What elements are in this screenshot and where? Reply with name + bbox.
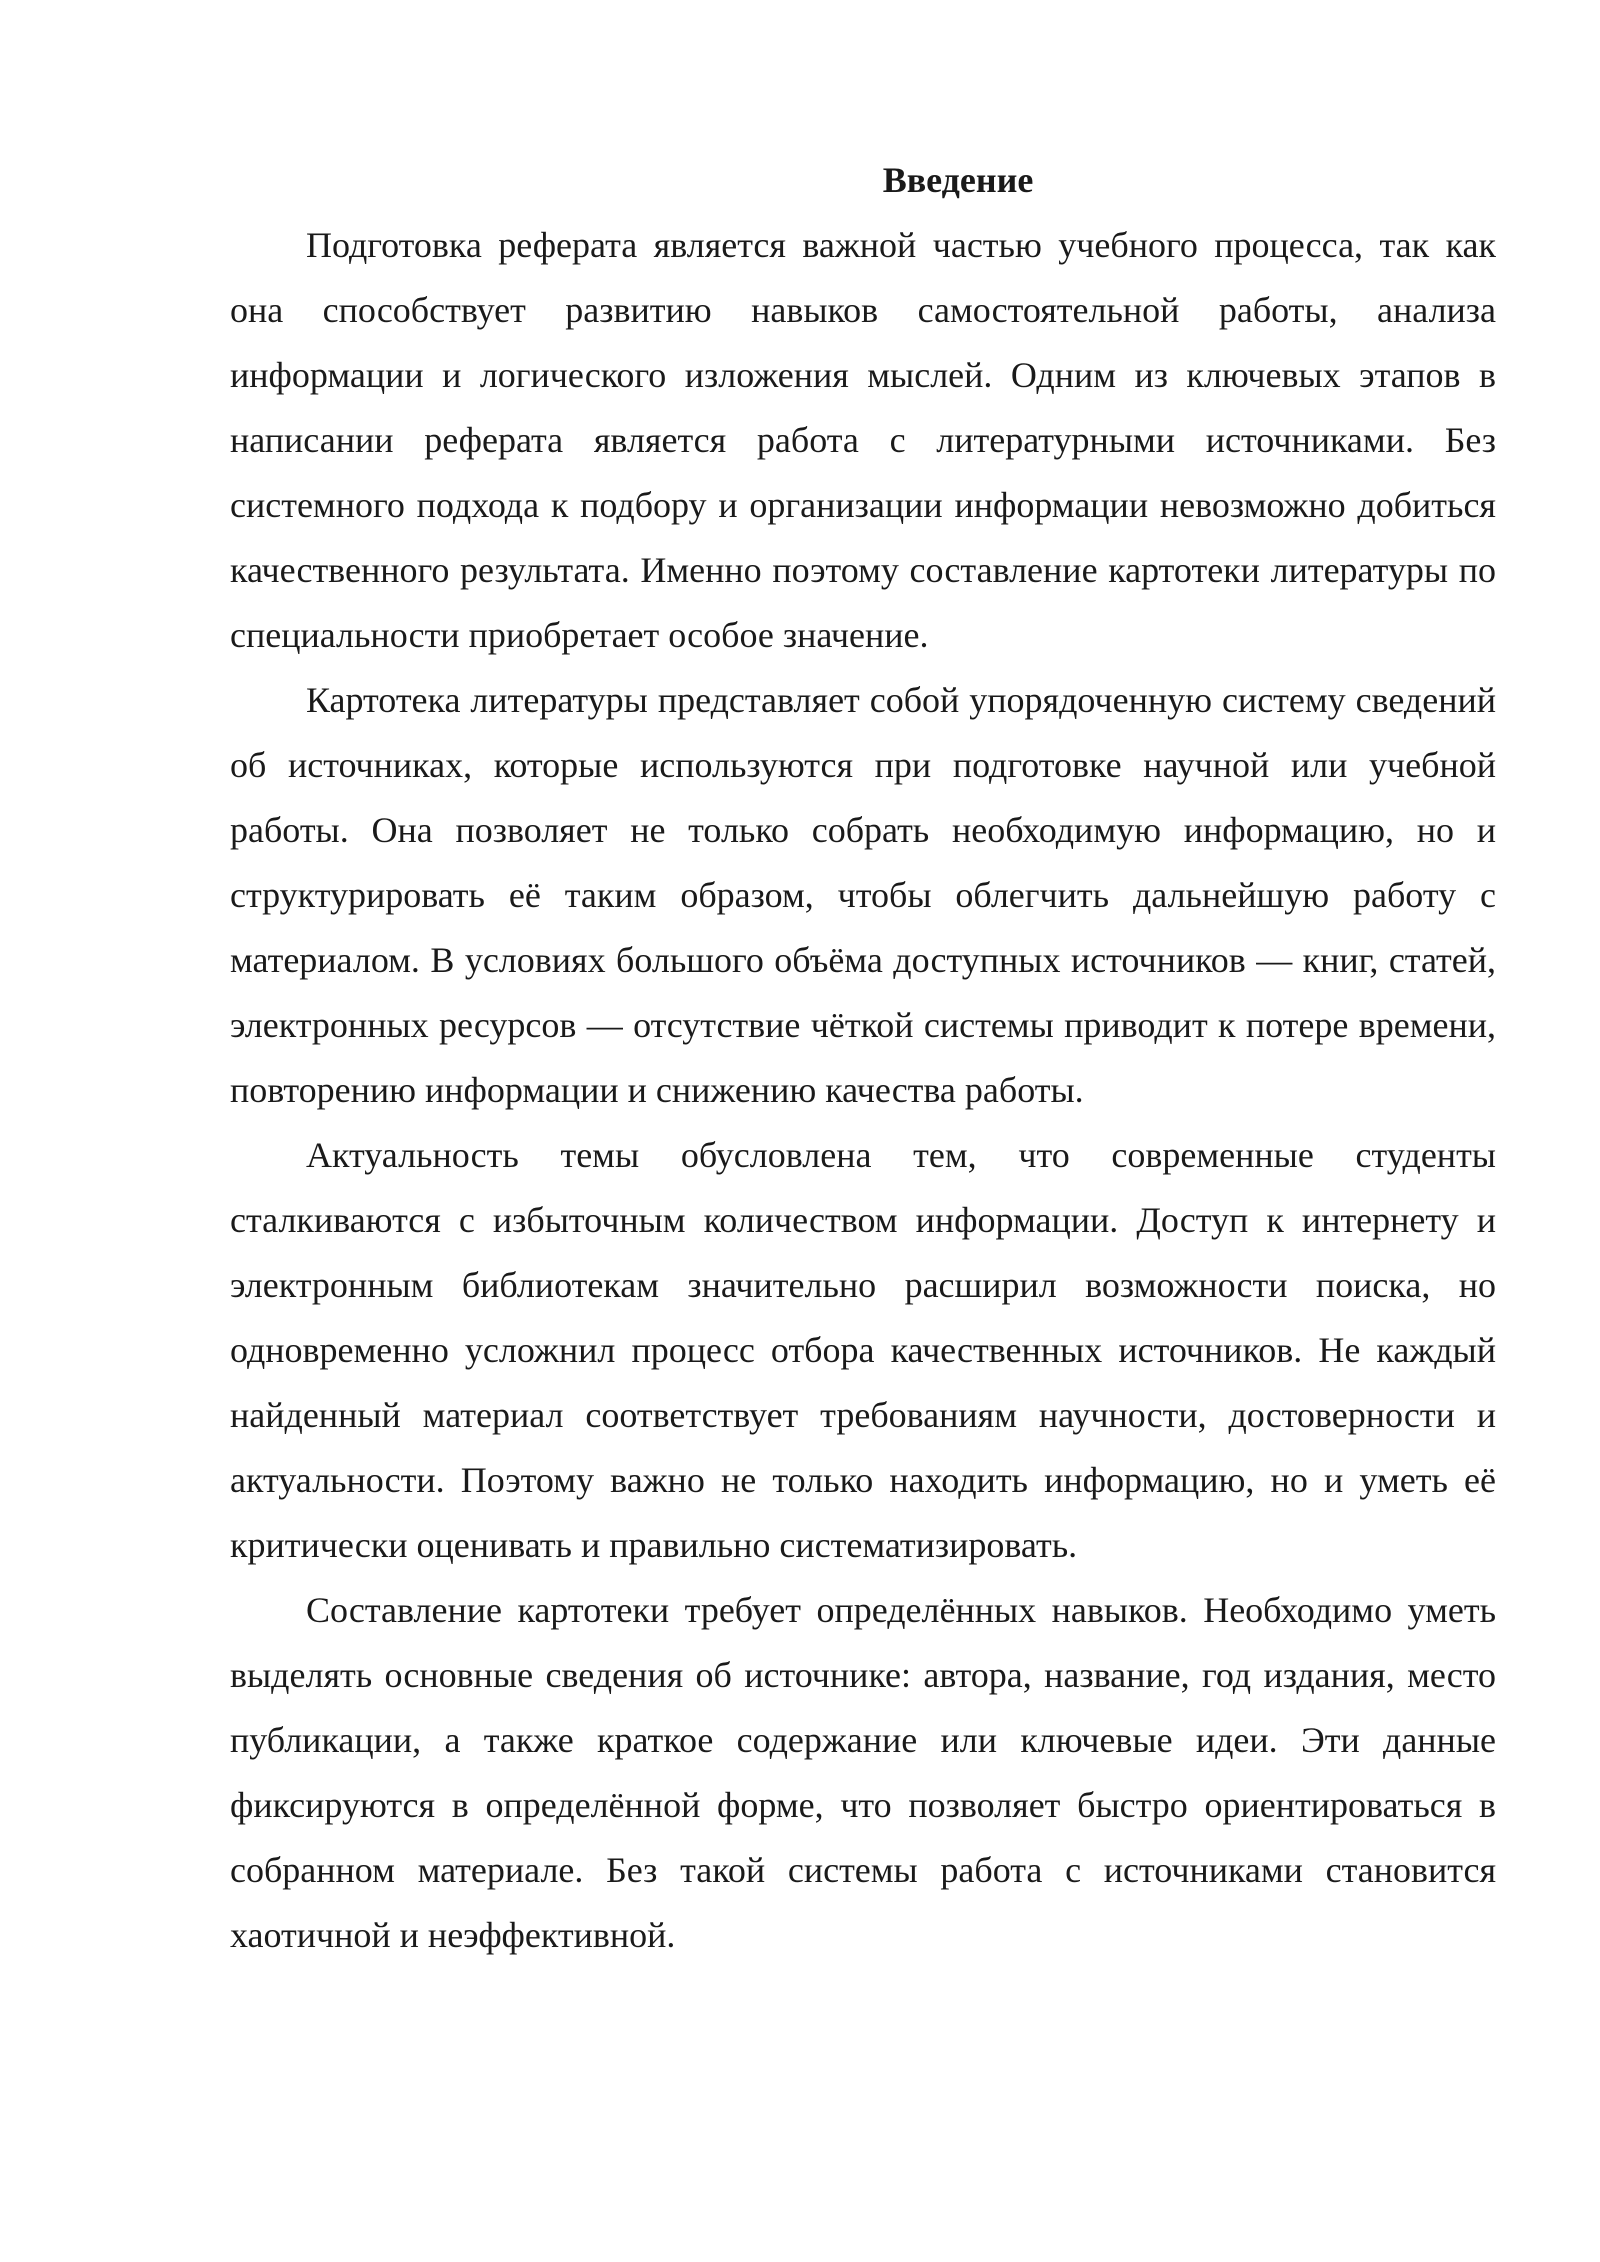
paragraph-1: Подготовка реферата является важной частью учебного процесса, так как она способствует развитию навыков самостоятельной работы, анализа информации и логического изложения мыслей. Одним из ключевых этапов в написании реферата является работа с литературными источниками. Без системного подхода к подбору и организации информации невозможно добиться качественного результата. Именно поэтому составление картотеки литературы по специальности приобретает особое значение. bbox=[230, 225, 1496, 655]
document-title: Введение bbox=[882, 160, 1034, 200]
document-page bbox=[230, 148, 1496, 1968]
paragraph-2: Картотека литературы представляет собой упорядоченную систему сведений об источниках, которые используются при подготовке научной или учебной работы. Она позволяет не только собрать необходимую информацию, но и структурировать её таким образом, чтобы облегчить дальнейшую работу с материалом. В условиях большого объёма доступных источников — книг, статей, электронных ресурсов — отсутствие чёткой системы приводит к потере времени, повторению информации и снижению качества работы. bbox=[230, 680, 1496, 1110]
paragraph-3: Актуальность темы обусловлена тем, что современные студенты сталкиваются с избыточным количеством информации. Доступ к интернету и электронным библиотекам значительно расширил возможности поиска, но одновременно усложнил процесс отбора качественных источников. Не каждый найденный материал соответствует требованиям научности, достоверности и актуальности. Поэтому важно не только находить информацию, но и уметь её критически оценивать и правильно систематизировать. bbox=[230, 1135, 1496, 1565]
paragraph-4: Составление картотеки требует определённых навыков. Необходимо уметь выделять основные сведения об источнике: автора, название, год издания, место публикации, а также краткое содержание или ключевые идеи. Эти данные фиксируются в определённой форме, что позволяет быстро ориентироваться в собранном материале. Без такой системы работа с источниками становится хаотичной и неэффективной. bbox=[230, 1590, 1496, 1955]
